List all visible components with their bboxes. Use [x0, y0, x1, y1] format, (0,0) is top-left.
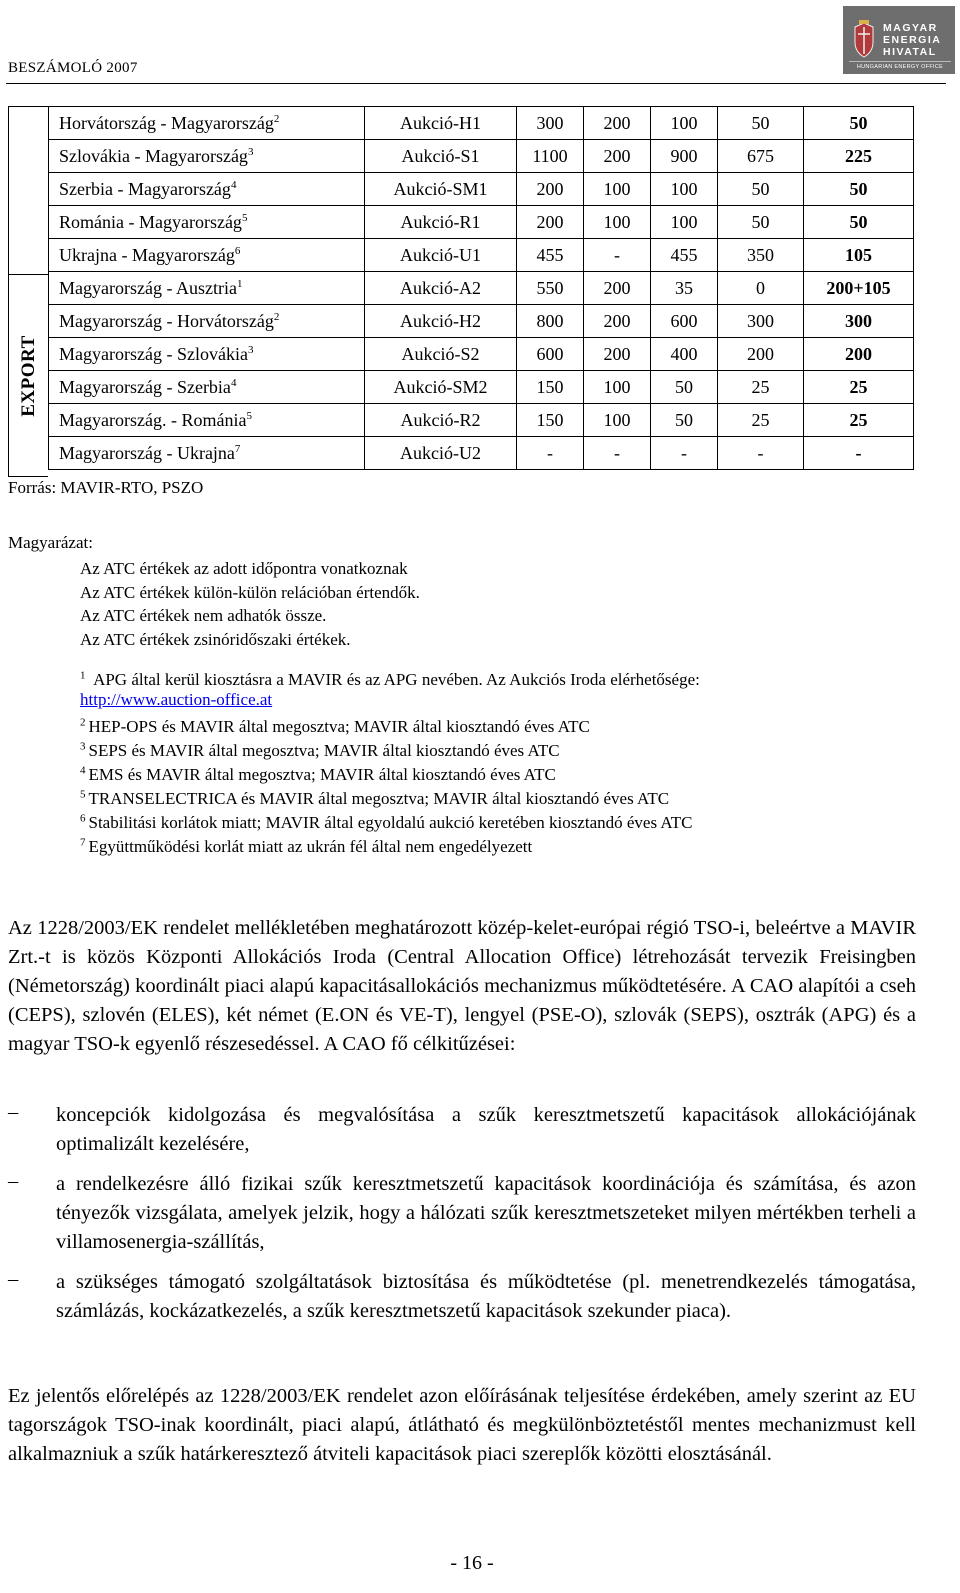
- auction-cell: Aukció-A2: [365, 272, 517, 305]
- value-cell: -: [517, 437, 584, 470]
- footnote-ref: 2: [273, 112, 280, 125]
- auction-cell: Aukció-U2: [365, 437, 517, 470]
- relation-cell: Horvátország - Magyarország$^2$: [49, 107, 365, 140]
- value-cell: 900: [651, 140, 718, 173]
- value-cell: -: [651, 437, 718, 470]
- relation-cell: Magyarország - Szlovákia$^3$: [49, 338, 365, 371]
- table-row: [49, 239, 914, 272]
- bullet-item: a szükséges támogató szolgáltatások biztosítása és működtetése (pl. menetrendkezelés támogatása, számlázás, kockázatkezelés, a szűk keresztmetszetű kapacitások szekunder piaca).: [56, 1271, 916, 1322]
- value-cell: 100: [584, 371, 651, 404]
- logo-subtitle: HUNGARIAN ENERGY OFFICE: [849, 61, 951, 70]
- atc-value-cell: 225: [804, 140, 914, 173]
- footnote-ref: 5: [246, 409, 252, 422]
- value-cell: 200: [718, 338, 804, 371]
- footnote-item: $^2$ HEP-OPS és MAVIR által megosztva; MAVIR által kiosztandó éves ATC: [80, 716, 590, 736]
- header-rule: [6, 83, 946, 84]
- value-cell: 675: [718, 140, 804, 173]
- table-row: [49, 305, 914, 338]
- atc-value-cell: 50: [804, 173, 914, 206]
- footnote-ref: 4: [230, 376, 237, 389]
- table-row: [49, 272, 914, 305]
- import-section-label: [8, 106, 48, 274]
- relation-cell: Magyarország - Horvátország$^2$: [49, 305, 365, 338]
- relation-cell: Szerbia - Magyarország$^4$: [49, 173, 365, 206]
- value-cell: 800: [517, 305, 584, 338]
- value-cell: 455: [651, 239, 718, 272]
- atc-table: [48, 106, 914, 470]
- value-cell: 455: [517, 239, 584, 272]
- explanation-title: Magyarázat:: [8, 533, 93, 552]
- atc-value-cell: 200+105: [804, 272, 914, 305]
- table-row: [49, 140, 914, 173]
- cao-paragraph: Az 1228/2003/EK rendelet mellékletében meghatározott közép-kelet-európai régió TSO-i, beleértve a MAVIR Zrt.-t is közös Központi Allokációs Iroda (Central Allocation Office) létrehozását tervezik Freisingben (Németország) koordinált piaci alapú kapacitásallokációs mechanizmus működtetésére. A CAO alapítói a cseh (CEPS), szlovén (ELES), két német (E.ON és VE-T), lengyel (PSE-O), szlovák (SEPS), osztrák (APG) és a magyar TSO-k egyenlő részesedéssel. A CAO fő célkitűzései:: [8, 917, 916, 1055]
- table-row: [49, 371, 914, 404]
- explanation-line: Az ATC értékek zsinóridőszaki értékek.: [80, 629, 351, 649]
- auction-cell: Aukció-R2: [365, 404, 517, 437]
- table-row: [49, 206, 914, 239]
- auction-cell: Aukció-SM1: [365, 173, 517, 206]
- footnote-item: $^5$ TRANSELECTRICA és MAVIR által megosztva; MAVIR által kiosztandó éves ATC: [80, 788, 670, 808]
- atc-value-cell: 300: [804, 305, 914, 338]
- value-cell: 100: [651, 173, 718, 206]
- value-cell: 200: [584, 305, 651, 338]
- auction-cell: Aukció-R1: [365, 206, 517, 239]
- footnote-ref: 5: [241, 211, 248, 224]
- value-cell: 35: [651, 272, 718, 305]
- value-cell: 100: [651, 206, 718, 239]
- auction-cell: Aukció-H1: [365, 107, 517, 140]
- value-cell: 200: [517, 206, 584, 239]
- explanation-line: Az ATC értékek nem adhatók össze.: [80, 606, 327, 625]
- value-cell: -: [584, 239, 651, 272]
- value-cell: 550: [517, 272, 584, 305]
- logo-line-3: HIVATAL: [883, 46, 937, 58]
- auction-cell: Aukció-U1: [365, 239, 517, 272]
- footnote-ref: 4: [230, 178, 237, 191]
- value-cell: 350: [718, 239, 804, 272]
- energy-office-logo: [843, 6, 955, 74]
- value-cell: 100: [651, 107, 718, 140]
- value-cell: 25: [718, 404, 804, 437]
- page-number: - 16 -: [450, 1552, 494, 1574]
- value-cell: 0: [718, 272, 804, 305]
- value-cell: 25: [718, 371, 804, 404]
- value-cell: 50: [718, 173, 804, 206]
- atc-value-cell: 200: [804, 338, 914, 371]
- atc-value-cell: 105: [804, 239, 914, 272]
- value-cell: 150: [517, 371, 584, 404]
- footnote-item: $^4$ EMS és MAVIR által megosztva; MAVIR által kiosztandó éves ATC: [80, 764, 556, 784]
- relation-cell: Magyarország - Szerbia$^4$: [49, 371, 365, 404]
- value-cell: 100: [584, 404, 651, 437]
- value-cell: 50: [718, 206, 804, 239]
- value-cell: 300: [718, 305, 804, 338]
- table-row: [49, 404, 914, 437]
- bullet-item: a rendelkezésre álló fizikai szűk keresztmetszetű kapacitások koordinációja és számítása, és azon tényezők vizsgálata, amelyek jelzik, hogy a hálózati szűk keresztmetszeteket milyen mértékben terheli a villamosenergia-szállítás,: [56, 1173, 916, 1253]
- atc-value-cell: -: [804, 437, 914, 470]
- relation-cell: Magyarország. - Románia$^5$: [49, 404, 365, 437]
- value-cell: 100: [584, 206, 651, 239]
- explanation-list: [80, 557, 420, 651]
- value-cell: 400: [651, 338, 718, 371]
- auction-office-link[interactable]: http://www.auction-office.at: [80, 690, 273, 709]
- value-cell: 1100: [517, 140, 584, 173]
- footnote-ref: 7: [234, 442, 241, 455]
- auction-cell: Aukció-S2: [365, 338, 517, 371]
- value-cell: 300: [517, 107, 584, 140]
- relation-cell: Magyarország - Ukrajna$^7$: [49, 437, 365, 470]
- table-row: [49, 338, 914, 371]
- atc-value-cell: 50: [804, 107, 914, 140]
- footnote-item: $^3$ SEPS és MAVIR által megosztva; MAVIR által kiosztandó éves ATC: [80, 740, 560, 760]
- footnote-item: $^6$ Stabilitási korlátok miatt; MAVIR által egyoldalú aukció keretében kiosztandó éves ATC: [80, 812, 693, 832]
- explanation-line: Az ATC értékek az adott időpontra vonatkoznak: [80, 559, 408, 578]
- value-cell: 600: [651, 305, 718, 338]
- relation-cell: Románia - Magyarország$^5$: [49, 206, 365, 239]
- value-cell: -: [584, 437, 651, 470]
- bullet-dash: –: [8, 1101, 19, 1123]
- value-cell: 100: [584, 173, 651, 206]
- value-cell: 200: [584, 272, 651, 305]
- table-row: [49, 437, 914, 470]
- auction-cell: Aukció-S1: [365, 140, 517, 173]
- table-row: [49, 173, 914, 206]
- relation-cell: Magyarország - Ausztria$^1$: [49, 272, 365, 305]
- atc-value-cell: 50: [804, 206, 914, 239]
- logo-line-2: ENERGIA: [883, 34, 942, 46]
- report-header-title: BESZÁMOLÓ 2007: [8, 60, 138, 76]
- value-cell: 600: [517, 338, 584, 371]
- logo-line-1: MAGYAR: [883, 22, 938, 34]
- value-cell: 50: [651, 371, 718, 404]
- conclusion-paragraph: Ez jelentős előrelépés az 1228/2003/EK rendelet azon előírásának teljesítése érdekében, amely szerint az EU tagországok TSO-inak koordinált, piaci alapú, átlátható és megkülönböztetéstől mentes mechanizmust kell alkalmazniuk a szűk határkeresztező átviteli kapacitások piaci szereplők közötti elosztásánál.: [8, 1385, 916, 1465]
- value-cell: 150: [517, 404, 584, 437]
- value-cell: 50: [651, 404, 718, 437]
- table-source: Forrás: MAVIR-RTO, PSZO: [8, 478, 204, 497]
- footnote-ref: 6: [234, 244, 241, 257]
- value-cell: 200: [584, 140, 651, 173]
- explanation-line: Az ATC értékek külön-külön relációban értendők.: [80, 582, 420, 602]
- footnote-ref: 3: [247, 145, 254, 158]
- bullet-dash: –: [8, 1170, 19, 1192]
- bullet-dash: –: [8, 1268, 19, 1290]
- table-row: [49, 107, 914, 140]
- value-cell: 200: [517, 173, 584, 206]
- value-cell: 200: [584, 107, 651, 140]
- footnote-item: $^7$ Együttműködési korlát miatt az ukrán fél által nem engedélyezett: [80, 836, 533, 856]
- auction-cell: Aukció-H2: [365, 305, 517, 338]
- footnote-ref: 1: [236, 277, 243, 290]
- footnote-1: $^1$ APG által kerül kiosztásra a MAVIR és az APG nevében. Az Aukciós Iroda elérhetősége: http://www.auction-office.at: [80, 669, 700, 709]
- relation-cell: Ukrajna - Magyarország$^6$: [49, 239, 365, 272]
- atc-value-cell: 25: [804, 371, 914, 404]
- atc-value-cell: 25: [804, 404, 914, 437]
- value-cell: 200: [584, 338, 651, 371]
- value-cell: 50: [718, 107, 804, 140]
- auction-cell: Aukció-SM2: [365, 371, 517, 404]
- footnote-ref: 2: [273, 310, 280, 323]
- crest-icon: [851, 20, 877, 60]
- footnote-ref: 3: [247, 343, 254, 356]
- export-section-label: EXPORT: [8, 274, 48, 477]
- bullet-item: koncepciók kidolgozása és megvalósítása a szűk keresztmetszetű kapacitások allokációjának optimalizált kezelésére,: [56, 1104, 916, 1155]
- relation-cell: Szlovákia - Magyarország$^3$: [49, 140, 365, 173]
- value-cell: -: [718, 437, 804, 470]
